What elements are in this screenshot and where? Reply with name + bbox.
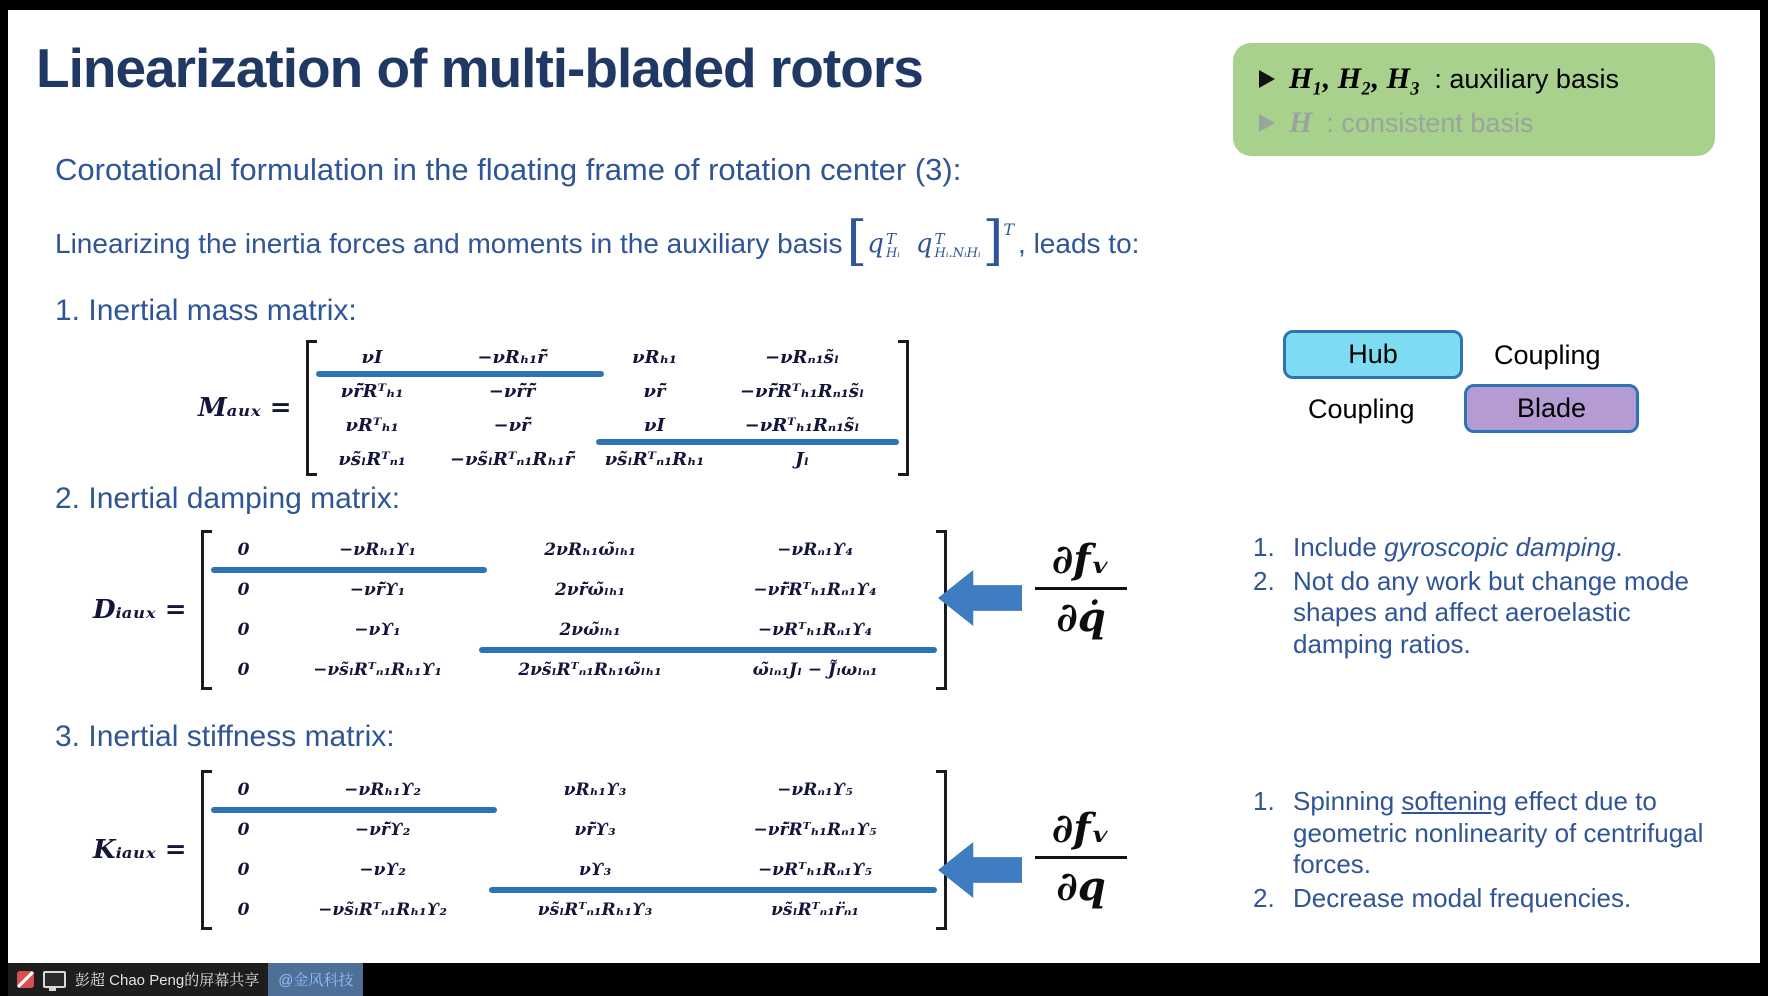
matrix-cell: νRᵀₕ₁ bbox=[345, 414, 399, 436]
note-item bbox=[1253, 786, 1723, 881]
blade-block-highlight bbox=[596, 439, 899, 445]
left-bracket bbox=[306, 340, 317, 476]
note-number: 1. bbox=[1253, 532, 1275, 562]
slide-title: Linearization of multi-bladed rotors bbox=[36, 37, 923, 99]
blade-block-highlight bbox=[479, 647, 937, 653]
basis-symbols: H bbox=[1289, 106, 1313, 139]
matrix-cell: −νRᵀₕ₁Rₙ₁ϒ₄ bbox=[757, 620, 873, 640]
right-bracket bbox=[936, 770, 947, 930]
mention-link[interactable]: @金风科技 bbox=[278, 972, 354, 989]
matrix-cell: −νRᵀₕ₁Rₙ₁s̃ₗ bbox=[744, 414, 860, 436]
arrowhead-bullet-icon bbox=[1259, 114, 1275, 132]
legend-hub-box: Hub bbox=[1283, 330, 1463, 379]
matrix-cell: −νr̄̃r̄̃ bbox=[488, 380, 536, 402]
left-bracket bbox=[201, 770, 212, 930]
matrix-cell: Jₗ bbox=[795, 448, 809, 470]
note-item bbox=[1253, 883, 1723, 915]
matrix-grid bbox=[325, 340, 890, 476]
fraction-denominator: ∂q bbox=[1056, 863, 1106, 910]
matrix-grid bbox=[220, 770, 928, 930]
matrix-cell: 0 bbox=[237, 860, 250, 880]
note-text-pre: Spinning bbox=[1293, 786, 1402, 816]
note-item bbox=[1253, 566, 1723, 661]
matrix-cell: νRₕ₁ bbox=[632, 346, 677, 368]
note-number: 2. bbox=[1253, 883, 1275, 914]
matrix-cell: νI bbox=[644, 414, 665, 436]
fraction-denominator: ∂q̇ bbox=[1056, 594, 1106, 641]
right-bracket bbox=[936, 530, 947, 690]
section-heading-stiffness: 3. Inertial stiffness matrix: bbox=[55, 720, 395, 753]
mention-chip[interactable] bbox=[268, 963, 363, 996]
q-symbol: q bbox=[915, 228, 933, 259]
hub-block-highlight bbox=[211, 567, 487, 573]
partial-fv-partial-qdot bbox=[1026, 536, 1136, 641]
partial-fv-partial-q bbox=[1026, 805, 1136, 910]
matrix-cell: −νr̄̃ϒ₂ bbox=[354, 820, 411, 840]
arrowhead-bullet-icon bbox=[1259, 70, 1275, 88]
matrix-cell: −νϒ₁ bbox=[354, 620, 401, 640]
left-block-arrow-icon bbox=[938, 842, 1022, 898]
legend-blade-box: Blade bbox=[1464, 384, 1639, 433]
basis-label: : consistent basis bbox=[1326, 107, 1534, 138]
blade-block-highlight bbox=[489, 887, 937, 893]
stiffness-matrix bbox=[93, 770, 947, 930]
matrix-cell: 2νRₕ₁ω̃ₗₕ₁ bbox=[544, 540, 636, 560]
fraction-numerator: ∂fᵥ bbox=[1051, 536, 1111, 583]
matrix-cell: −νs̃ₗRᵀₙ₁Rₕ₁r̄̃ bbox=[449, 448, 575, 470]
section-heading-mass: 1. Inertial mass matrix: bbox=[55, 294, 357, 327]
matrix-cell: 0 bbox=[237, 540, 250, 560]
matrix-cell: νRₕ₁ϒ₃ bbox=[563, 780, 627, 800]
matrix-cell: −νRₕ₁ϒ₂ bbox=[344, 780, 422, 800]
matrix-cell: −νRₙ₁s̃ₗ bbox=[764, 346, 840, 368]
matrix-cell: −νϒ₂ bbox=[359, 860, 406, 880]
matrix-cell: −νRₕ₁r̄̃ bbox=[477, 346, 547, 368]
note-text: Decrease modal frequencies. bbox=[1293, 883, 1632, 914]
note-text-post: . bbox=[1615, 532, 1623, 562]
damping-notes bbox=[1253, 532, 1723, 663]
matrix-cell: νr̄̃ϒ₃ bbox=[574, 820, 616, 840]
matrix-cell: −νr̄̃Rᵀₕ₁Rₙ₁ϒ₄ bbox=[753, 580, 877, 600]
basis-symbols: H₁, H₂, H₃ bbox=[1289, 62, 1421, 95]
presentation-slide bbox=[8, 10, 1760, 963]
annotate-pencil-icon[interactable] bbox=[17, 971, 34, 988]
note-text-pre: Include bbox=[1293, 532, 1385, 562]
matrix-cell: −νRₕ₁ϒ₁ bbox=[339, 540, 416, 560]
matrix-cell: −νr̄̃ϒ₁ bbox=[349, 580, 406, 600]
matrix-cell: νs̃ₗRᵀₙ₁Rₕ₁ϒ₃ bbox=[537, 900, 653, 920]
matrix-cell: νϒ₃ bbox=[578, 860, 612, 880]
screen-share-status-bar bbox=[8, 963, 363, 996]
note-text-underline: softening bbox=[1401, 786, 1507, 816]
screen-share-monitor-icon bbox=[43, 971, 66, 988]
matrix-cell: νI bbox=[361, 346, 383, 368]
nested-subscript: Hᵢ.NᵢHᵢ bbox=[934, 245, 981, 261]
legend-coupling-bottom: Coupling bbox=[1308, 394, 1415, 424]
hub-subscript: Hᵢ bbox=[885, 245, 900, 261]
matrix-cell: ω̃ₗₙ₁Jₗ − J̃ₗωₗₙ₁ bbox=[752, 660, 878, 680]
matrix-cell: 2νω̃ₗₕ₁ bbox=[559, 620, 621, 640]
linearizing-text-post: , leads to: bbox=[1018, 227, 1140, 259]
note-text-post: effect due to geometric nonlinearity of centrifugal forces. bbox=[1293, 786, 1704, 880]
screen-share-label: 彭超 Chao Peng的屏幕共享 bbox=[75, 972, 260, 989]
note-text bbox=[1293, 786, 1723, 881]
linearizing-text-pre: Linearizing the inertia forces and moments in the auxiliary basis bbox=[55, 227, 843, 259]
transpose-sup: T bbox=[934, 229, 945, 248]
matrix-cell: −νr̄̃Rᵀₕ₁Rₙ₁ϒ₅ bbox=[753, 820, 877, 840]
note-number: 1. bbox=[1253, 786, 1275, 816]
slide-subtitle: Corotational formulation in the floating frame of rotation center (3): bbox=[55, 152, 962, 187]
matrix-cell: 0 bbox=[237, 620, 250, 640]
matrix-label: Dᵢₐᵤₓ = bbox=[93, 595, 187, 625]
matrix-cell: −νr̄̃Rᵀₕ₁Rₙ₁s̃ₗ bbox=[739, 380, 865, 402]
damping-matrix bbox=[93, 530, 947, 690]
bracket-open: [ bbox=[846, 210, 868, 272]
fraction-numerator: ∂fᵥ bbox=[1051, 805, 1111, 852]
note-text: Not do any work but change mode shapes and affect aeroelastic damping ratios. bbox=[1293, 565, 1690, 660]
legend-coupling-top: Coupling bbox=[1494, 340, 1601, 370]
transpose-sup: T bbox=[885, 229, 896, 248]
fraction-bar bbox=[1035, 587, 1127, 590]
matrix-cell: 2νr̄̃ω̃ₗₕ₁ bbox=[554, 580, 626, 600]
matrix-cell: −νs̃ₗRᵀₙ₁Rₕ₁ϒ₁ bbox=[313, 660, 442, 680]
left-bracket bbox=[201, 530, 212, 690]
section-heading-damping: 2. Inertial damping matrix: bbox=[55, 482, 401, 515]
matrix-cell: νr̄̃ bbox=[643, 380, 666, 402]
linearizing-sentence bbox=[55, 210, 1335, 272]
matrix-cell: 0 bbox=[237, 900, 250, 920]
matrix-cell: 0 bbox=[237, 660, 250, 680]
left-block-arrow-icon bbox=[938, 570, 1022, 626]
matrix-cell: 0 bbox=[237, 780, 250, 800]
matrix-cell: νs̃ₗRᵀₙ₁Rₕ₁ bbox=[604, 448, 705, 470]
note-text-emphasis: gyroscopic damping bbox=[1384, 532, 1616, 562]
matrix-cell: 0 bbox=[237, 820, 250, 840]
basis-legend-box bbox=[1233, 43, 1715, 156]
note-number: 2. bbox=[1253, 565, 1275, 596]
basis-line-consistent bbox=[1259, 101, 1715, 145]
matrix-grid bbox=[220, 530, 928, 690]
matrix-cell: νr̄̃Rᵀₕ₁ bbox=[340, 380, 404, 402]
matrix-cell: 0 bbox=[237, 580, 250, 600]
matrix-label: Mₐᵤₓ = bbox=[198, 393, 292, 423]
basis-label: : auxiliary basis bbox=[1434, 63, 1619, 94]
stiffness-notes bbox=[1253, 786, 1723, 917]
q-symbol: q bbox=[867, 228, 884, 259]
note-item bbox=[1253, 532, 1723, 564]
matrix-cell: νs̃ₗRᵀₙ₁r̈ₙ₁ bbox=[771, 900, 859, 920]
matrix-cell: −νr̄̃ bbox=[493, 414, 531, 436]
note-text bbox=[1293, 532, 1623, 564]
mass-matrix bbox=[198, 340, 909, 476]
matrix-cell: 2νs̃ₗRᵀₙ₁Rₕ₁ω̃ₗₕ₁ bbox=[518, 660, 662, 680]
basis-line-auxiliary bbox=[1259, 57, 1715, 101]
hub-block-highlight bbox=[211, 807, 497, 813]
bracket-close: ] bbox=[982, 210, 1004, 272]
matrix-cell: −νs̃ₗRᵀₙ₁Rₕ₁ϒ₂ bbox=[318, 900, 447, 920]
transpose-sup: T bbox=[1003, 220, 1015, 240]
matrix-label: Kᵢₐᵤₓ = bbox=[93, 835, 187, 865]
matrix-cell: −νRₙ₁ϒ₅ bbox=[777, 780, 853, 800]
hub-block-highlight bbox=[316, 371, 604, 377]
matrix-cell: νs̃ₗRᵀₙ₁ bbox=[338, 448, 406, 470]
aux-basis-formula bbox=[846, 210, 1015, 272]
fraction-bar bbox=[1035, 856, 1127, 859]
matrix-cell: −νRₙ₁ϒ₄ bbox=[777, 540, 853, 560]
right-bracket bbox=[898, 340, 909, 476]
matrix-cell: −νRᵀₕ₁Rₙ₁ϒ₅ bbox=[757, 860, 873, 880]
